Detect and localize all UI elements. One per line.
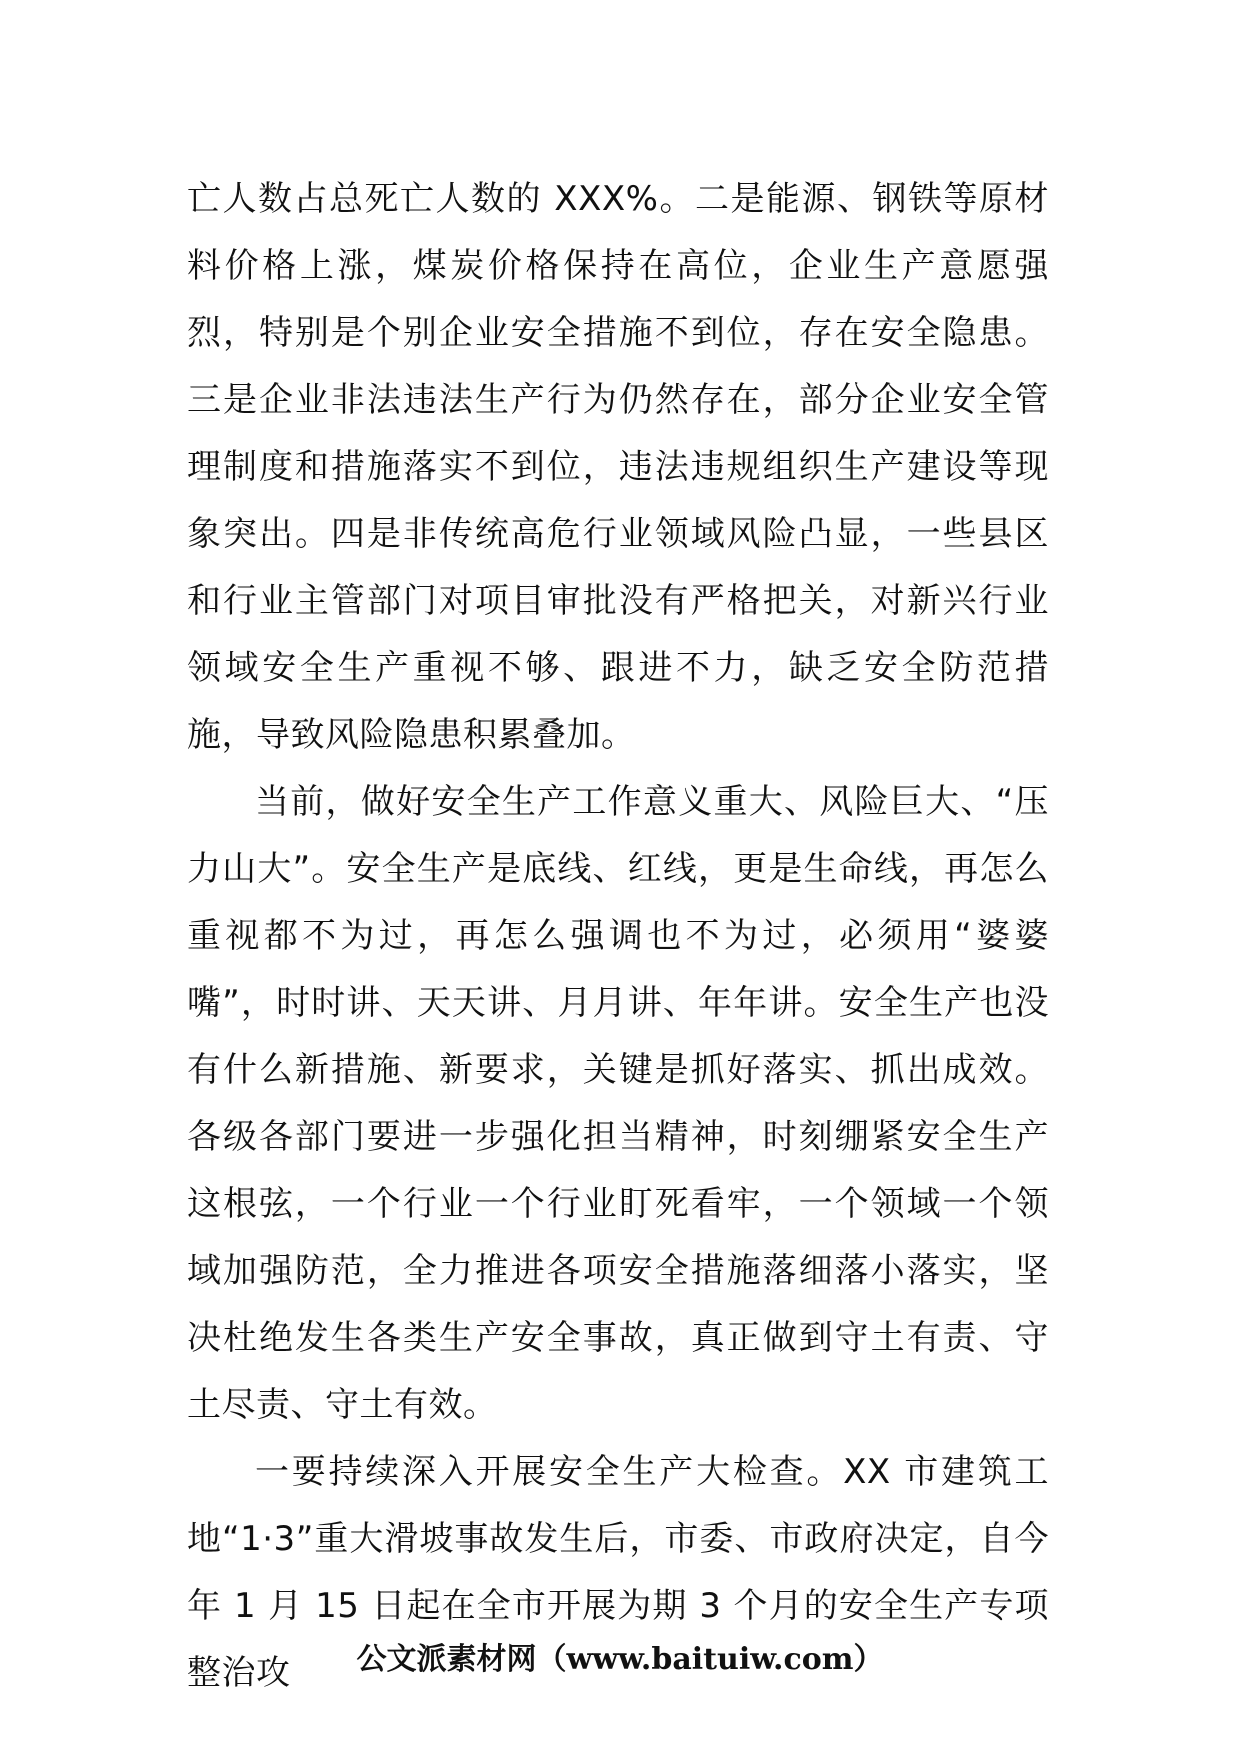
paragraph-continuation: 亡人数占总死亡人数的 XXX%。二是能源、钢铁等原材料价格上涨，煤炭价格保持在高位，企业生产意愿强烈，特别是个别企业安全措施不到位，存在安全隐患。三是企业非法违法生产行为仍然存在，部分企业安全管理制度和措施落实不到位，违法违规组织生产建设等现象突出。四是非传统高危行业领域风险凸显，一些县区和行业主管部门对项目审批没有严格把关，对新兴行业领域安全生产重视不够、跟进不力，缺乏安全防范措施，导致风险隐患积累叠加。	[187, 179, 1049, 755]
footer-watermark: 公文派素材网（www.baituiw.com）	[356, 1642, 884, 1677]
document-body	[187, 166, 1049, 1707]
paragraph-safety-inspection: 一要持续深入开展安全生产大检查。XX 市建筑工地“1·3”重大滑坡事故发生后，市委、市政府决定，自今年 1 月 15 日起在全市开展为期 3 个月的安全生产专项整治攻	[187, 1452, 1049, 1693]
paragraph-current-situation: 当前，做好安全生产工作意义重大、风险巨大、“压力山大”。安全生产是底线、红线，更是生命线，再怎么重视都不为过，再怎么强调也不为过，必须用“婆婆嘴”，时时讲、天天讲、月月讲、年年讲。安全生产也没有什么新措施、新要求，关键是抓好落实、抓出成效。各级各部门要进一步强化担当精神，时刻绷紧安全生产这根弦，一个行业一个行业盯死看牢，一个领域一个领域加强防范，全力推进各项安全措施落细落小落实，坚决杜绝发生各类生产安全事故，真正做到守土有责、守土尽责、守土有效。	[187, 782, 1049, 1425]
